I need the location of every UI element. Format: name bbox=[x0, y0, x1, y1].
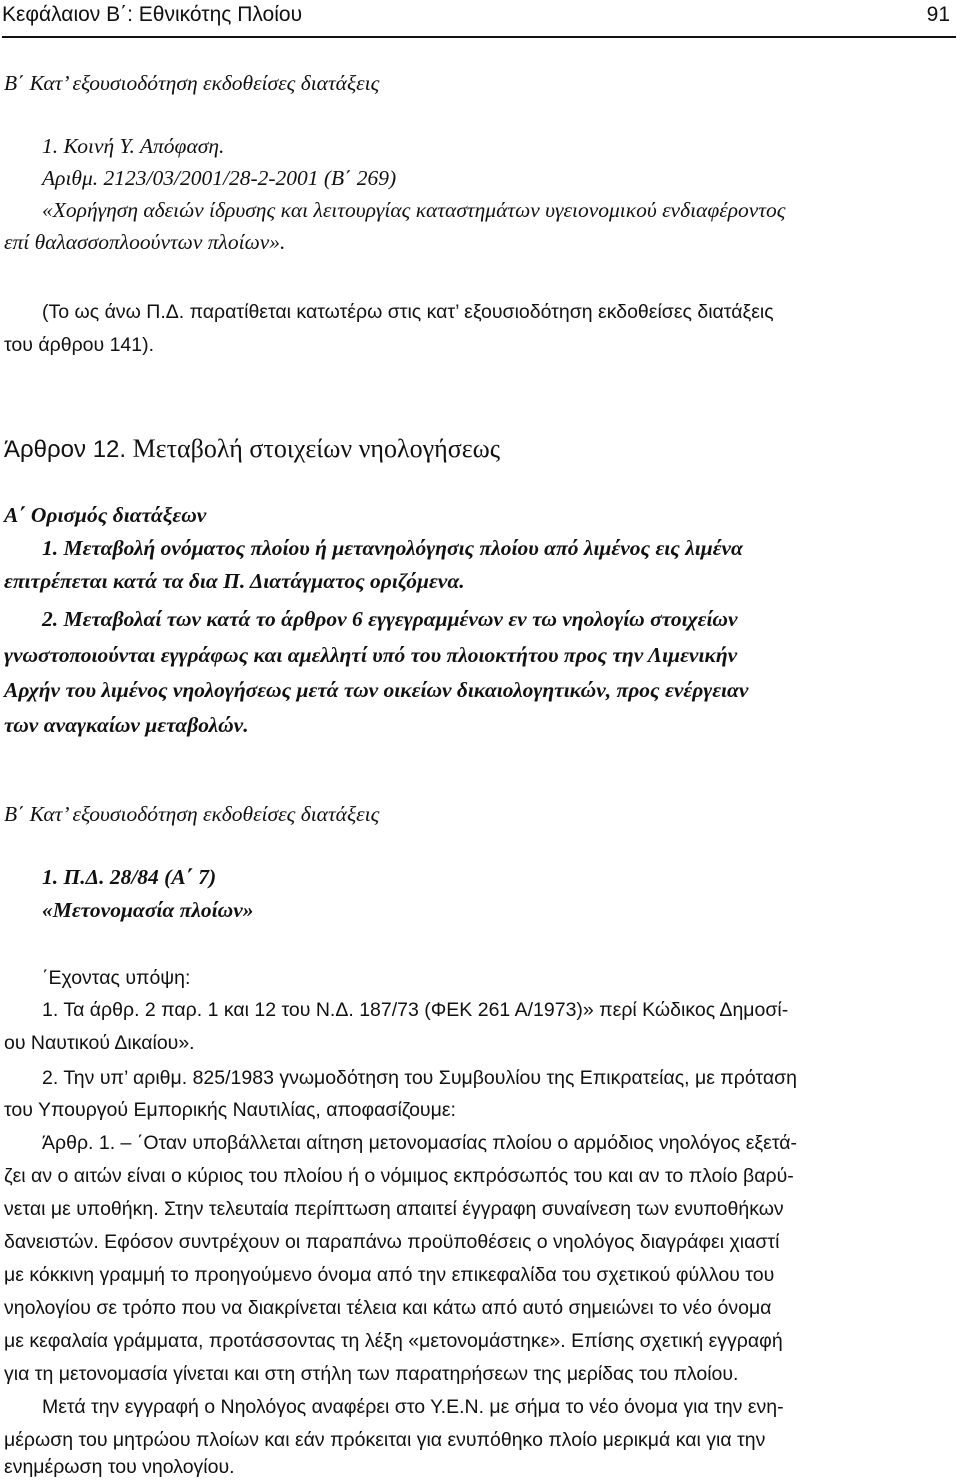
body-line: με κόκκινη γραμμή το προηγούμενο όνομα από την επικεφαλίδα του σχετικού φύλλου του bbox=[4, 1264, 775, 1286]
paragraph-line: Αρχήν του λιμένος νηολογήσεως μετά των οικείων δικαιολογητικών, προς ενέργειαν bbox=[4, 678, 749, 702]
body-line: του Υπουργού Εμπορικής Ναυτιλίας, αποφασίζουμε: bbox=[4, 1099, 456, 1121]
decision-title-line: επί θαλασσοπλοούντων πλοίων». bbox=[4, 230, 286, 254]
body-line: δανειστών. Εφόσον συντρέχουν οι παραπάνω προϋποθέσεις ο νηολόγος διαγράφει χιαστί bbox=[4, 1231, 780, 1253]
body-line: για τη μετονομασία γίνεται και στη στήλη των παρατηρήσεων της μερίδας του πλοίου. bbox=[4, 1363, 739, 1385]
body-line: νεται με υποθήκη. Στην τελευταία περίπτωση απαιτεί έγγραφη συναίνεση των ενυποθήκων bbox=[4, 1198, 784, 1220]
body-line: ου Ναυτικού Δικαίου». bbox=[4, 1032, 195, 1054]
note-line: του άρθρου 141). bbox=[4, 334, 155, 356]
paragraph-line: επιτρέπεται κατά τα δια Π. Διατάγματος οριζόμενα. bbox=[4, 569, 465, 593]
decision-reference: Αριθμ. 2123/03/2001/28-2-2001 (Β΄ 269) bbox=[42, 166, 397, 190]
page-number: 91 bbox=[926, 3, 950, 26]
article-number: Άρθρον 12. bbox=[4, 436, 127, 463]
paragraph-line: των αναγκαίων μεταβολών. bbox=[4, 713, 249, 737]
subsection-heading: Α΄ Ορισμός διατάξεων bbox=[4, 503, 207, 527]
body-line: με κεφαλαία γράμματα, προτάσσοντας τη λέξη «μετονομάστηκε». Επίσης σχετική εγγραφή bbox=[4, 1330, 783, 1352]
chapter-title: Κεφάλαιον Β΄: Εθνικότης Πλοίου bbox=[2, 3, 303, 26]
section-heading: Β΄ Κατ’ εξουσιοδότηση εκδοθείσες διατάξεις bbox=[4, 802, 380, 826]
paragraph-line: 2. Μεταβολαί των κατά το άρθρον 6 εγγεγραμμένων εν τω νηολογίω στοιχείων bbox=[42, 607, 738, 631]
body-line: 2. Την υπ’ αριθμ. 825/1983 γνωμοδότηση του Συμβουλίου της Επικρατείας, με πρόταση bbox=[42, 1067, 797, 1089]
decision-title-line: «Χορήγηση αδειών ίδρυσης και λειτουργίας καταστημάτων υγειονομικού ενδιαφέροντος bbox=[42, 198, 786, 222]
paragraph-line: 1. Μεταβολή ονόματος πλοίου ή μετανηολόγησις πλοίου από λιμένος εις λιμένα bbox=[42, 536, 743, 560]
body-line: ζει αν ο αιτών είναι ο κύριος του πλοίου ή ο νόμιμος εκπρόσωπός του και αν το πλοίο βαρύ- bbox=[4, 1165, 794, 1187]
body-line: μέρωση του μητρώου πλοίων και εάν πρόκειται για ενυπόθηκο πλοίο μερικμά και για την bbox=[4, 1429, 766, 1451]
item-title: 1. Κοινή Υ. Απόφαση. bbox=[42, 134, 225, 158]
body-line: Άρθρ. 1. – ΄Οταν υποβάλλεται αίτηση μετονομασίας πλοίου ο αρμόδιος νηολόγος εξετά- bbox=[42, 1132, 798, 1154]
body-line: νηολογίου σε τρόπο που να διακρίνεται τέλεια και κάτω από αυτό σημειώνει το νέο όνομα bbox=[4, 1297, 772, 1319]
body-line: ΄Εχοντας υπόψη: bbox=[42, 967, 191, 989]
body-line: ενημέρωση του νηολογίου. bbox=[4, 1456, 235, 1478]
body-line: Μετά την εγγραφή ο Νηολόγος αναφέρει στο Υ.Ε.Ν. με σήμα το νέο όνομα για την ενη- bbox=[42, 1396, 784, 1418]
decree-reference: 1. Π.Δ. 28/84 (Α΄ 7) bbox=[42, 865, 217, 889]
note-line: (Το ως άνω Π.Δ. παρατίθεται κατωτέρω στις κατ’ εξουσιοδότηση εκδοθείσες διατάξεις bbox=[42, 301, 774, 323]
decree-title: «Μετονομασία πλοίων» bbox=[42, 898, 254, 922]
article-heading bbox=[4, 434, 500, 465]
running-header bbox=[2, 0, 956, 38]
section-heading: Β΄ Κατ’ εξουσιοδότηση εκδοθείσες διατάξεις bbox=[4, 71, 380, 95]
paragraph-line: γνωστοποιούνται εγγράφως και αμελλητί υπό του πλοιοκτήτου προς την Λιμενικήν bbox=[4, 643, 738, 667]
body-line: 1. Τα άρθρ. 2 παρ. 1 και 12 του Ν.Δ. 187/73 (ΦΕΚ 261 Α/1973)» περί Κώδικος Δημοσί- bbox=[42, 999, 789, 1021]
article-title: Μεταβολή στοιχείων νηολογήσεως bbox=[132, 434, 501, 463]
